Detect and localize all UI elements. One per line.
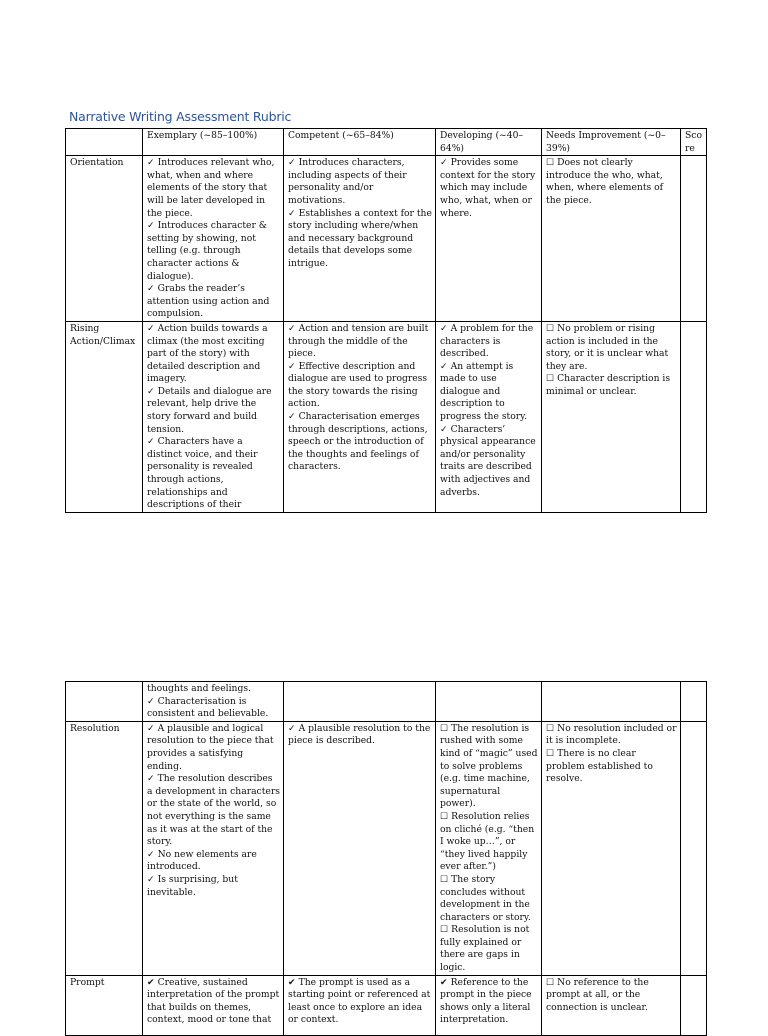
descriptor-line: ☐ No resolution included or it is incomplete.: [546, 722, 677, 747]
descriptor-line: ☐ Does not clearly introduce the who, what, when, where elements of the piece.: [546, 157, 664, 206]
needs-improvement-cell: [542, 721, 681, 975]
descriptor-line: ☐ The story concludes without development in the characters or story.: [440, 873, 531, 923]
developing-cell: [436, 975, 542, 1035]
descriptor-line: ✔ Reference to the prompt in the piece shows only a literal interpretation.: [440, 976, 532, 1026]
descriptor-line: ✓ Introduces character & setting by showing, not telling (e.g. through character actions & dialogue).: [147, 220, 267, 282]
competent-cell: [284, 321, 436, 512]
descriptor-line: ✓ Effective description and dialogue are used to progress the story towards the rising action.: [288, 360, 428, 410]
descriptor-line: ☐ Resolution relies on cliché (e.g. “then I woke up…”, or “they lived happily ever after.”): [440, 810, 535, 873]
descriptor-line: ✓ A plausible resolution to the piece is described.: [288, 722, 431, 747]
score-cell: [681, 682, 707, 722]
descriptor-line: ✓ Action builds towards a climax (the most exciting part of the story) with detailed description and imagery.: [147, 322, 268, 385]
descriptor-line: ✓ Characters’ physical appearance and/or personality traits are described with adjectives and adverbs.: [440, 423, 536, 498]
rubric-table-page-1: [65, 128, 707, 513]
table-row: [66, 975, 707, 1035]
criterion-cell: [66, 682, 143, 722]
score-cell: [681, 156, 707, 322]
descriptor-line: ✓ Establishes a context for the story including where/when and necessary background details that develops some intrigue.: [288, 207, 432, 269]
descriptor-line: ☐ Resolution is not fully explained or there are gaps in logic.: [440, 924, 530, 974]
competent-cell: [284, 156, 436, 322]
exemplary-cell: [143, 721, 284, 975]
header-row: [66, 129, 707, 156]
descriptor-line: ✓ Characterisation is consistent and believable.: [147, 695, 269, 720]
header-cell-needs-improvement: Needs Improvement (~0–39%): [542, 129, 681, 156]
descriptor-line: ✓ A plausible and logical resolution to the piece that provides a satisfying ending.: [147, 722, 274, 772]
score-cell: [681, 975, 707, 1035]
exemplary-cell: [143, 321, 284, 512]
exemplary-cell: [143, 682, 284, 722]
descriptor-line: thoughts and feelings.: [147, 683, 251, 694]
developing-cell: [436, 156, 542, 322]
needs-improvement-cell: [542, 975, 681, 1035]
descriptor-line: ☐ No reference to the prompt at all, or the connection is unclear.: [546, 976, 649, 1013]
descriptor-line: ✓ Characters have a distinct voice, and their personality is revealed through actions, relationships and descriptions of their: [147, 436, 258, 511]
descriptor-line: ☐ The resolution is rushed with some kind of “magic” used to solve problems (e.g. time machine, supernatural power).: [440, 722, 538, 810]
descriptor-line: ☐ Character description is minimal or unclear.: [546, 373, 671, 397]
exemplary-cell: [143, 975, 284, 1035]
descriptor-line: ☐ No problem or rising action is included in the story, or it is unclear what they are.: [546, 322, 669, 372]
descriptor-line: ✔ Creative, sustained interpretation of the prompt that builds on themes, context, mood or tone that: [147, 976, 280, 1026]
rubric-table-page-2: [65, 681, 707, 1036]
descriptor-line: ✔ The prompt is used as a starting point or referenced at least once to explore an idea or context.: [288, 976, 431, 1026]
header-cell-developing: Developing (~40–64%): [436, 129, 542, 156]
descriptor-line: ✓ Introduces relevant who, what, when and where elements of the story that will be later developed in the piece.: [147, 157, 275, 219]
descriptor-line: ✓ Grabs the reader’s attention using action and compulsion.: [147, 283, 270, 320]
descriptor-line: ☐ There is no clear problem established to resolve.: [546, 747, 653, 785]
developing-cell: [436, 682, 542, 722]
descriptor-line: ✓ Characterisation emerges through descriptions, actions, speech or the introduction of the thoughts and feelings of characters.: [288, 411, 428, 473]
needs-improvement-cell: [542, 682, 681, 722]
score-cell: [681, 721, 707, 975]
descriptor-line: ✓ No new elements are introduced.: [147, 848, 257, 873]
header-cell-score: Score: [681, 129, 707, 156]
descriptor-line: ✓ Is surprising, but inevitable.: [147, 873, 238, 898]
descriptor-line: ✓ Provides some context for the story which may include who, what, when or where.: [440, 157, 536, 219]
header-cell-competent: Competent (~65–84%): [284, 129, 436, 156]
descriptor-line: ✓ Details and dialogue are relevant, help drive the story forward and build tension.: [147, 385, 272, 435]
descriptor-line: ✓ An attempt is made to use dialogue and description to progress the story.: [440, 360, 528, 423]
developing-cell: [436, 721, 542, 975]
score-cell: [681, 321, 707, 512]
header-cell-exemplary: Exemplary (~85–100%): [143, 129, 284, 156]
table-row: [66, 321, 707, 512]
descriptor-line: ✓ Action and tension are built through the middle of the piece.: [288, 322, 429, 360]
criterion-cell: Resolution: [66, 721, 143, 975]
exemplary-cell: [143, 156, 284, 322]
header-cell-criterion: [66, 129, 143, 156]
competent-cell: [284, 975, 436, 1035]
descriptor-line: ✓ Introduces characters, including aspects of their personality and/or motivations.: [288, 157, 407, 206]
descriptor-line: ✓ A problem for the characters is described.: [440, 322, 534, 360]
needs-improvement-cell: [542, 156, 681, 322]
criterion-cell: Prompt: [66, 975, 143, 1035]
criterion-cell: Rising Action/Climax: [66, 321, 143, 512]
developing-cell: [436, 321, 542, 512]
document-title: Narrative Writing Assessment Rubric: [69, 109, 292, 124]
table-row: [66, 156, 707, 322]
competent-cell: [284, 682, 436, 722]
criterion-cell: Orientation: [66, 156, 143, 322]
needs-improvement-cell: [542, 321, 681, 512]
descriptor-line: ✓ The resolution describes a development in characters or the state of the world, so not everything is the same as it was at the start of the story.: [147, 773, 280, 848]
competent-cell: [284, 721, 436, 975]
table-row: [66, 682, 707, 722]
table-row: [66, 721, 707, 975]
